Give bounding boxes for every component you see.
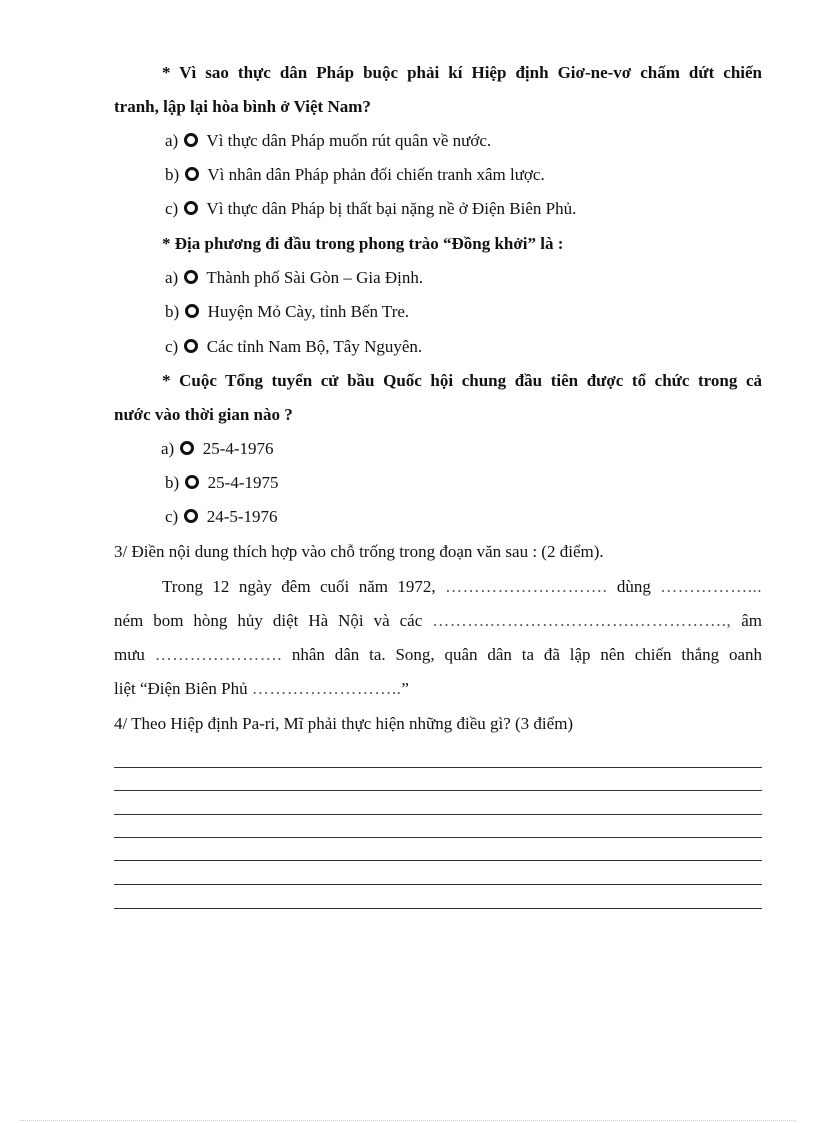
answer-line[interactable]	[114, 884, 762, 885]
section-3-paragraph-line1	[162, 576, 762, 598]
option-text: 25-4-1976	[202, 439, 274, 458]
question-3-title-line2: nước vào thời gian nào ?	[114, 405, 293, 424]
radio-circle-icon[interactable]	[184, 201, 198, 215]
question-1-option-c[interactable]	[165, 198, 576, 220]
option-letter: b)	[165, 473, 180, 492]
option-letter: a)	[161, 439, 175, 458]
fill-blank-1[interactable]: ……………………….	[445, 577, 608, 596]
paragraph-text: Trong 12 ngày đêm cuối năm 1972,	[162, 577, 436, 596]
section-3-paragraph-line4	[114, 678, 409, 700]
option-letter: b)	[165, 165, 180, 184]
option-text: Các tỉnh Nam Bộ, Tây Nguyên.	[206, 337, 423, 356]
paragraph-text: ném bom hòng hủy diệt Hà Nội và các	[114, 611, 423, 630]
paragraph-text: liệt “Điện Biên Phủ	[114, 679, 248, 698]
answer-line[interactable]	[114, 860, 762, 861]
paragraph-text: dùng	[616, 577, 651, 596]
section-3-paragraph-line2	[114, 610, 762, 632]
option-text: Thành phố Sài Gòn – Gia Định.	[206, 268, 424, 287]
answer-line[interactable]	[114, 790, 762, 791]
question-2-option-a[interactable]	[165, 267, 423, 289]
fill-blank-2[interactable]: ……………...	[660, 577, 762, 596]
question-2-option-b[interactable]	[165, 301, 409, 323]
question-1-option-a[interactable]	[165, 130, 491, 152]
answer-line[interactable]	[114, 767, 762, 768]
question-3-title-line1: * Cuộc Tổng tuyển cử bầu Quốc hội chung đầu tiên được tổ chức trong cả	[162, 371, 762, 390]
question-3-option-b[interactable]	[165, 472, 279, 494]
answer-line[interactable]	[114, 814, 762, 815]
option-text: Vì thực dân Pháp muốn rút quân về nước.	[206, 131, 492, 150]
question-3-option-a[interactable]	[161, 438, 274, 460]
option-letter: a)	[165, 131, 179, 150]
paragraph-text: ”	[401, 679, 409, 698]
question-1-title-line2: tranh, lập lại hòa bình ở Việt Nam?	[114, 97, 371, 116]
option-text: Huyện Mỏ Cày, tỉnh Bến Tre.	[207, 302, 410, 321]
section-3-paragraph-line3	[114, 644, 762, 666]
option-letter: c)	[165, 507, 179, 526]
radio-circle-icon[interactable]	[184, 339, 198, 353]
option-text: Vì thực dân Pháp bị thất bại nặng nề ở Điện Biên Phủ.	[206, 199, 577, 218]
fill-blank-3[interactable]: ……….…………………….…………….,	[432, 611, 732, 630]
fill-blank-4[interactable]: ………………….	[154, 645, 283, 664]
radio-circle-icon[interactable]	[185, 475, 199, 489]
option-letter: c)	[165, 199, 179, 218]
paragraph-text: nhân dân ta. Song, quân dân ta đã lập nên chiến thắng oanh	[291, 645, 763, 664]
option-text: Vì nhân dân Pháp phản đối chiến tranh xâm lược.	[207, 165, 545, 184]
option-letter: a)	[165, 268, 179, 287]
option-text: 24-5-1976	[206, 507, 278, 526]
question-1-option-b[interactable]	[165, 164, 545, 186]
radio-circle-icon[interactable]	[180, 441, 194, 455]
section-3-heading: 3/ Điền nội dung thích hợp vào chỗ trống trong đoạn văn sau : (2 điểm).	[114, 542, 604, 561]
question-3-option-c[interactable]	[165, 506, 278, 528]
question-1-title	[114, 62, 762, 84]
radio-circle-icon[interactable]	[184, 270, 198, 284]
page-bottom-divider	[20, 1120, 796, 1121]
question-2-title: * Địa phương đi đầu trong phong trào “Đồng khởi” là :	[162, 234, 564, 253]
radio-circle-icon[interactable]	[185, 304, 199, 318]
answer-line[interactable]	[114, 837, 762, 838]
option-text: 25-4-1975	[207, 473, 279, 492]
radio-circle-icon[interactable]	[184, 509, 198, 523]
question-2-option-c[interactable]	[165, 336, 422, 358]
option-letter: b)	[165, 302, 180, 321]
paragraph-text: mưu	[114, 645, 145, 664]
answer-line[interactable]	[114, 908, 762, 909]
question-1-title-line1: * Vì sao thực dân Pháp buộc phải kí Hiệp định Giơ-ne-vơ chấm dứt chiến	[162, 63, 762, 82]
radio-circle-icon[interactable]	[184, 133, 198, 147]
question-3-title	[114, 370, 762, 392]
paragraph-text: âm	[741, 611, 763, 630]
option-letter: c)	[165, 337, 179, 356]
fill-blank-5[interactable]: ……………………..	[251, 679, 402, 698]
section-4-heading: 4/ Theo Hiệp định Pa-ri, Mĩ phải thực hiện những điều gì? (3 điểm)	[114, 714, 574, 733]
radio-circle-icon[interactable]	[185, 167, 199, 181]
